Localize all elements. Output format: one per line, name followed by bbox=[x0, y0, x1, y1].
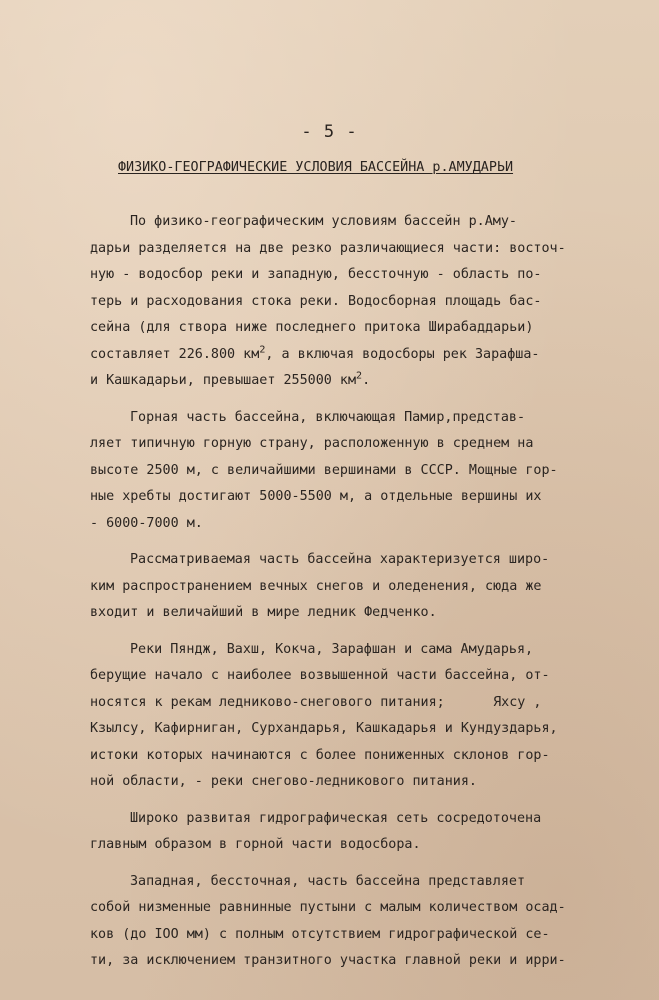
text-line: входит и величайший в мире ледник Федченко. bbox=[90, 605, 437, 620]
text-line: терь и расходования стока реки. Водосборная площадь бас- bbox=[90, 293, 542, 309]
text-line: Кзылсу, Кафирниган, Сурхандарья, Кашкадарья и Кундуздарья, bbox=[90, 721, 558, 736]
paragraph-6 bbox=[90, 869, 566, 975]
text-line: ков (до IOO мм) с полным отсутствием гидрографической се- bbox=[90, 926, 550, 942]
text-segment: . bbox=[362, 373, 371, 388]
text-line: ные хребты достигают 5000-5500 м, а отдельные вершины их bbox=[90, 489, 542, 504]
text-segment: и Кашкадарьи, превышает 255000 км bbox=[90, 373, 357, 388]
paragraph-3 bbox=[90, 547, 560, 627]
text-line: Рассматриваемая часть бассейна характеризуется широ- bbox=[130, 552, 550, 567]
text-line: ляет типичную горную страну, расположенную в среднем на bbox=[90, 436, 534, 451]
text-line: собой низменные равнинные пустыни с малым количеством осад- bbox=[90, 900, 566, 915]
superscript: 2 bbox=[356, 370, 363, 382]
text-line: Горная часть бассейна, включающая Памир,представ- bbox=[130, 409, 526, 425]
text-line: - 6000-7000 м. bbox=[90, 515, 203, 531]
text-line: дарьи разделяется на две резко различающиеся части: восточ- bbox=[90, 240, 566, 256]
section-title: ФИЗИКО-ГЕОГРАФИЧЕСКИЕ УСЛОВИЯ БАССЕЙНА р.АМУДАРЬИ bbox=[118, 160, 514, 175]
text-line: Широко развитая гидрографическая сеть сосредоточена bbox=[130, 810, 542, 826]
text-line: носятся к рекам ледниково-снегового питания; Яхсу , bbox=[90, 694, 542, 710]
text-line bbox=[90, 342, 560, 369]
paragraph-5 bbox=[90, 806, 560, 859]
text-line: высоте 2500 м, с величайшими вершинами в СССР. Мощные гор- bbox=[90, 462, 558, 478]
paragraph-1 bbox=[90, 209, 566, 395]
text-line: истоки которых начинаются с более пониженных склонов гор- bbox=[90, 747, 550, 763]
text-line: главным образом в горной части водосбора. bbox=[90, 837, 421, 852]
text-line: берущие начало с наиболее возвышенной части бассейна, от- bbox=[90, 668, 550, 683]
text-line: Западная, бессточная, часть бассейна представляет bbox=[130, 873, 526, 889]
paragraph-4 bbox=[90, 637, 560, 796]
paragraph-2 bbox=[90, 405, 560, 538]
superscript: 2 bbox=[259, 344, 266, 356]
page-number: - 5 - bbox=[301, 122, 358, 142]
text-line: ную - водосбор реки и западную, бессточную - область по- bbox=[90, 267, 542, 282]
text-line: ти, за исключением транзитного участка главной реки и ирри- bbox=[90, 953, 566, 968]
text-line: ной области, - реки снегово-ледникового питания. bbox=[90, 774, 477, 789]
text-line: По физико-географическим условиям бассейн р.Аму- bbox=[130, 214, 517, 229]
text-segment: , а включая водосборы рек Зарафша- bbox=[265, 346, 540, 362]
text-line: Реки Пяндж, Вахш, Кокча, Зарафшан и сама Амударья, bbox=[130, 641, 534, 657]
text-segment: составляет 226.800 км bbox=[90, 346, 260, 362]
text-line: сейна (для створа ниже последнего притока Ширабаддарьи) bbox=[90, 320, 534, 335]
body-text bbox=[90, 209, 566, 975]
text-line: ким распространением вечных снегов и оледенения, сюда же bbox=[90, 578, 542, 594]
text-line bbox=[90, 368, 560, 395]
